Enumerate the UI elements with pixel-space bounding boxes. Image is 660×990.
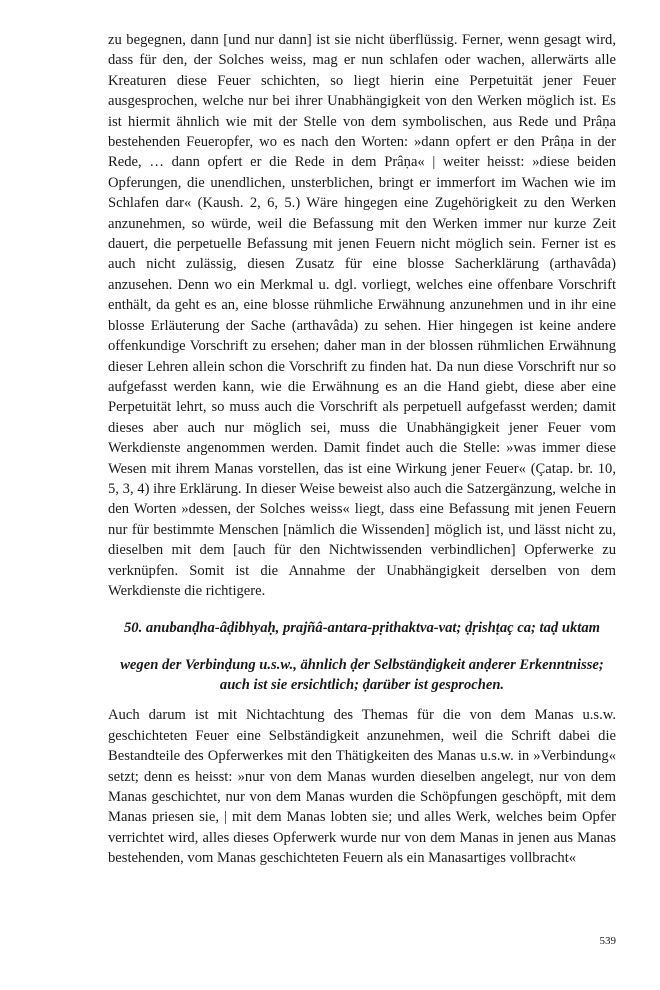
body-paragraph-1: zu begegnen, dann [und nur dann] ist sie nicht überflüssig. Ferner, wenn gesagt wird, dass für den, der Solches weiss, mag er nun schlafen oder wachen, allerwärts alle Kreaturen diese Feuer schichten, so liegt hierin eine Perpetuität jener Feuer ausgesprochen, welche nur bei ihrer Unabhängigkeit von den Werken möglich ist. Es ist hiermit ähnlich wie mit der Stelle von dem symbolischen, aus Rede und Prâṇa bestehenden Feueropfer, wo es nach den Worten: »dann opfert er den Prâṇa in der Rede, … dann opfert er die Rede in dem Prâṇa« | weiter heisst: »diese beiden Opferungen, die unendlichen, unsterblichen, bringt er immerfort im Wachen wie im Schlafen dar« (Kaush. 2, 6, 5.) Wäre hingegen eine Zugehörigkeit zu den Werken anzunehmen, so würde, weil die Befassung mit den Werken immer nur kurze Zeit dauert, die perpetuelle Befassung mit jenen Feuern nicht möglich sein. Ferner ist es auch nicht zulässig, diesen Zusatz für eine blosse Sacherklärung (arthavâda) anzusehen. Denn wo ein Merkmal u. dgl. vorliegt, welches eine offenbare Vorschrift enthält, da geht es an, eine blosse rühmliche Erwähnung anzunehmen und in ihr eine blosse Erläuterung der Sache (arthavâda) zu sehen. Hier hingegen ist keine andere offenkundige Vorschrift zu ersehen; daher man in der blossen rühmlichen Erwähnung dieser Lehren allein schon die Vorschrift zu finden hat. Da nun diese Vorschrift nur so aufgefasst werden kann, wie die Erwähnung es an die Hand giebt, diese aber eine Perpetuität lehrt, so muss auch die Vorschrift als perpetuell aufgefasst werden; damit dieses aber auch nur möglich sei, muss die Unabhängigkeit jener Feuer vom Werkdienste angenommen werden. Damit findet auch die Stelle: »was immer diese Wesen mit ihrem Manas vorstellen, das ist eine Wirkung jener Feuer« (Çatap. br. 10, 5, 3, 4) ihre Erklärung. In dieser Weise beweist also auch die Satzergänzung, welche in den Worten »dessen, der Solches weiss« liegt, dass eine Befassung mit jenen Feuern nur für bestimmte Menschen [nämlich die Wissenden] möglich ist, und lässt nicht zu, dieselben mit dem [auch für den Nichtwissenden verbindlichen] Opferwerke zu verknüpfen. Somit ist die Annahme der Unabhängigkeit derselben von dem Werkdienste die richtigere. xyxy=(108,32,616,599)
sutra-translation: wegen der Verbinḍung u.s.w., ähnlich ḍer Selbstänḍigkeit anḍerer Erkenntnisse; auch ist sie ersichtlich; ḍarüber ist gesprochen. xyxy=(120,657,604,694)
page-content xyxy=(108,30,616,869)
page-number: 539 xyxy=(599,935,616,947)
body-paragraph-2: Auch darum ist mit Nichtachtung des Themas für die von dem Manas u.s.w. geschichteten Feuer eine Selbständigkeit anzunehmen, weil die Schrift dabei die Bestandteile des Opferwerkes mit den Thätigkeiten des Manas u.s.w. in »Verbindung« setzt; denn es heisst: »nur von dem Manas wurden dieselben angelegt, nur von dem Manas geschichtet, nur von dem Manas wurden die Schöpfungen geschöpft, mit dem Manas priesen sie, | mit dem Manas lobten sie; und alles Werk, welches beim Opfer verrichtet wird, alles dieses Opferwerk wurde nur von dem Manas in jenen aus Manas bestehenden, vom Manas geschichteten Feuern als ein Manasartiges vollbracht« xyxy=(108,707,616,867)
sutra-heading: 50. anubanḍha-âḍibhyaḥ, prajñâ-antara-pṛithaktva-vat; ḍṛishṭaç ca; taḍ uktam xyxy=(124,620,600,637)
